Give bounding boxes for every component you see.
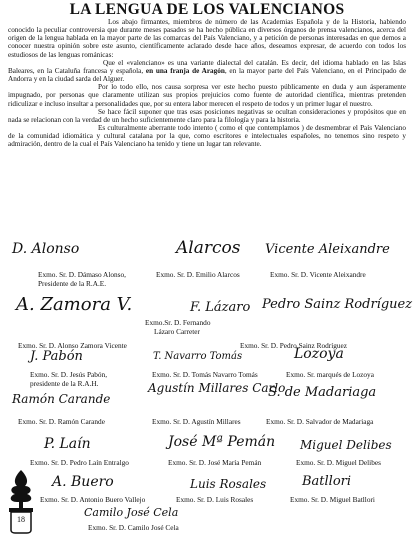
caption-lazaro-carreter: Exmo.Sr. D. Fernando Lázaro Carreter (145, 318, 211, 336)
paragraph-claim: Que el «valenciano» es una variante dialectal del catalán. Es decir, del idioma hablado en las Islas Baleares, en la Cataluña francesa y española, en una franja de Aragón, en la mayor parte del País Valenciano, en el Principado de Andorra y en la ciudad sarda del Alguer. (8, 58, 407, 84)
caption-lain-entralgo: Exmo. Sr. D. Pedro Laín Entralgo (30, 458, 129, 467)
caption-navarro-tomas: Exmo. Sr. D. Tomás Navarro Tomás (152, 370, 258, 379)
manifesto-text (8, 18, 406, 149)
signature-camilo-jose-cela: Camilo José Cela (84, 506, 179, 519)
signature-luis-rosales: Luis Rosales (190, 477, 267, 491)
caption-luis-rosales: Exmo. Sr. D. Luis Rosales (176, 495, 254, 504)
page-badge (3, 468, 39, 534)
caption-jesus-pabon: Exmo. Sr. D. Jesús Pabón, presidente de la R.A.H. (30, 370, 108, 388)
signature-lain-entralgo: P. Laín (44, 436, 91, 452)
signature-zamora-vicente: A. Zamora V. (16, 294, 133, 315)
caption-ramon-carande: Exmo. Sr. D. Ramón Carande (18, 417, 105, 426)
caption-zamora-vicente: Exmo. Sr. D. Alonso Zamora Vicente (18, 341, 127, 350)
signature-emilio-alarcos: Alarcos (176, 238, 241, 258)
signature-lozoya: Lozoya (294, 346, 344, 362)
signature-ramon-carande: Ramón Carande (12, 392, 111, 406)
caption-buero-vallejo: Exmo. Sr. D. Antonio Buero Vallejo (40, 495, 146, 504)
paragraph-conclusion: Es culturalmente aberrante todo intento ( como el que contemplamos ) de desmembrar el País Valenciano de la comunidad idiomática y cultural catalana por la que, como escritores e intelectuales españoles, no tenemos sino respeto y admiración, dentro de la cual el País Valenciano ha tenido y tiene un lugar tan relevante. (8, 124, 406, 149)
signature-miguel-delibes: Miguel Delibes (300, 438, 392, 452)
caption-miguel-delibes: Exmo. Sr. D. Miguel Delibes (296, 458, 381, 467)
caption-madariaga: Exmo. Sr. D. Salvador de Madariaga (266, 417, 374, 426)
caption-vicente-aleixandre: Exmo. Sr. D. Vicente Aleixandre (270, 270, 366, 279)
paragraph-surprise: Por lo todo ello, nos causa sorpresa ver este hecho puesto públicamente en duda y aun ásperamente impugnado, por personas que claramente utilizan sus propios prejuicios como fuente de autoridad científica, mientras pretenden ridiculizar e incluso insultar a personalidades que, por su entera labor merecen el respeto de todos y un primer lugar el nuestro. (8, 83, 406, 108)
signature-fernando-lazaro: F. Lázaro (190, 300, 251, 315)
caption-marques-lozoya: Exmo. Sr. marqués de Lozoya (286, 370, 374, 379)
signature-vicente-aleixandre: Vicente Aleixandre (265, 242, 390, 257)
caption-agustin-millares: Exmo. Sr. D. Agustín Millares (152, 417, 241, 426)
signature-madariaga: S. de Madariaga (268, 385, 377, 400)
emblem-icon (3, 468, 39, 534)
signature-agustin-millares: Agustín Millares Carlo (148, 381, 286, 395)
page-title: LA LENGUA DE LOS VALENCIANOS (69, 1, 345, 18)
caption-miguel-batllori: Exmo. Sr. D. Miguel Batllori (290, 495, 375, 504)
caption-damaso-alonso: Exmo. Sr. D. Dámaso Alonso, Presidente de la R.A.E. (38, 270, 126, 288)
caption-jose-maria-peman: Exmo. Sr. D. José María Pemán (168, 458, 262, 467)
signature-damaso-alonso: D. Alonso (12, 241, 80, 257)
page-number: 18 (17, 515, 25, 524)
caption-emilio-alarcos: Exmo. Sr. D. Emilio Alarcos (156, 270, 240, 279)
paragraph-suspicion: Se hace fácil suponer que tras esas posiciones negativas se ocultan consideraciones y propósitos que en nada se relacionan con la verdad de un hecho suficientemente claro para la filología y para la historia. (8, 107, 406, 124)
signature-jesus-pabon: J. Pabón (30, 349, 83, 364)
signature-buero-vallejo: A. Buero (52, 474, 114, 490)
signature-sainz-rodriguez: Pedro Sainz Rodríguez (262, 297, 413, 312)
signature-miguel-batllori: Batllori (302, 474, 352, 489)
signature-jose-maria-peman: José Mª Pemán (168, 434, 276, 450)
paragraph-intro: Los abajo firmantes, miembros de número de las Academias Española y de la Historia, habiendo conocido la peculiar controversia que durante meses pasados se ha hecho pública en diversos órganos de prensa valencianos, acerca del origen de la lengua hablada en la mayor parte de las comarcas del País Valenciano, y a petición de personas interesadas en que demos a conocer nuestra opinión sobre este asunto, científicamente aclarado desde hace años, deseamos expresar, de acuerdo con todos los estudiosos de las lenguas románicas: (8, 18, 406, 59)
caption-sainz-rodriguez: Exmo. Sr. D. Pedro Sainz Rodríguez (240, 341, 348, 350)
signature-navarro-tomas: T. Navarro Tomás (153, 351, 243, 362)
caption-camilo-jose-cela: Exmo. Sr. D. Camilo José Cela (88, 523, 179, 532)
